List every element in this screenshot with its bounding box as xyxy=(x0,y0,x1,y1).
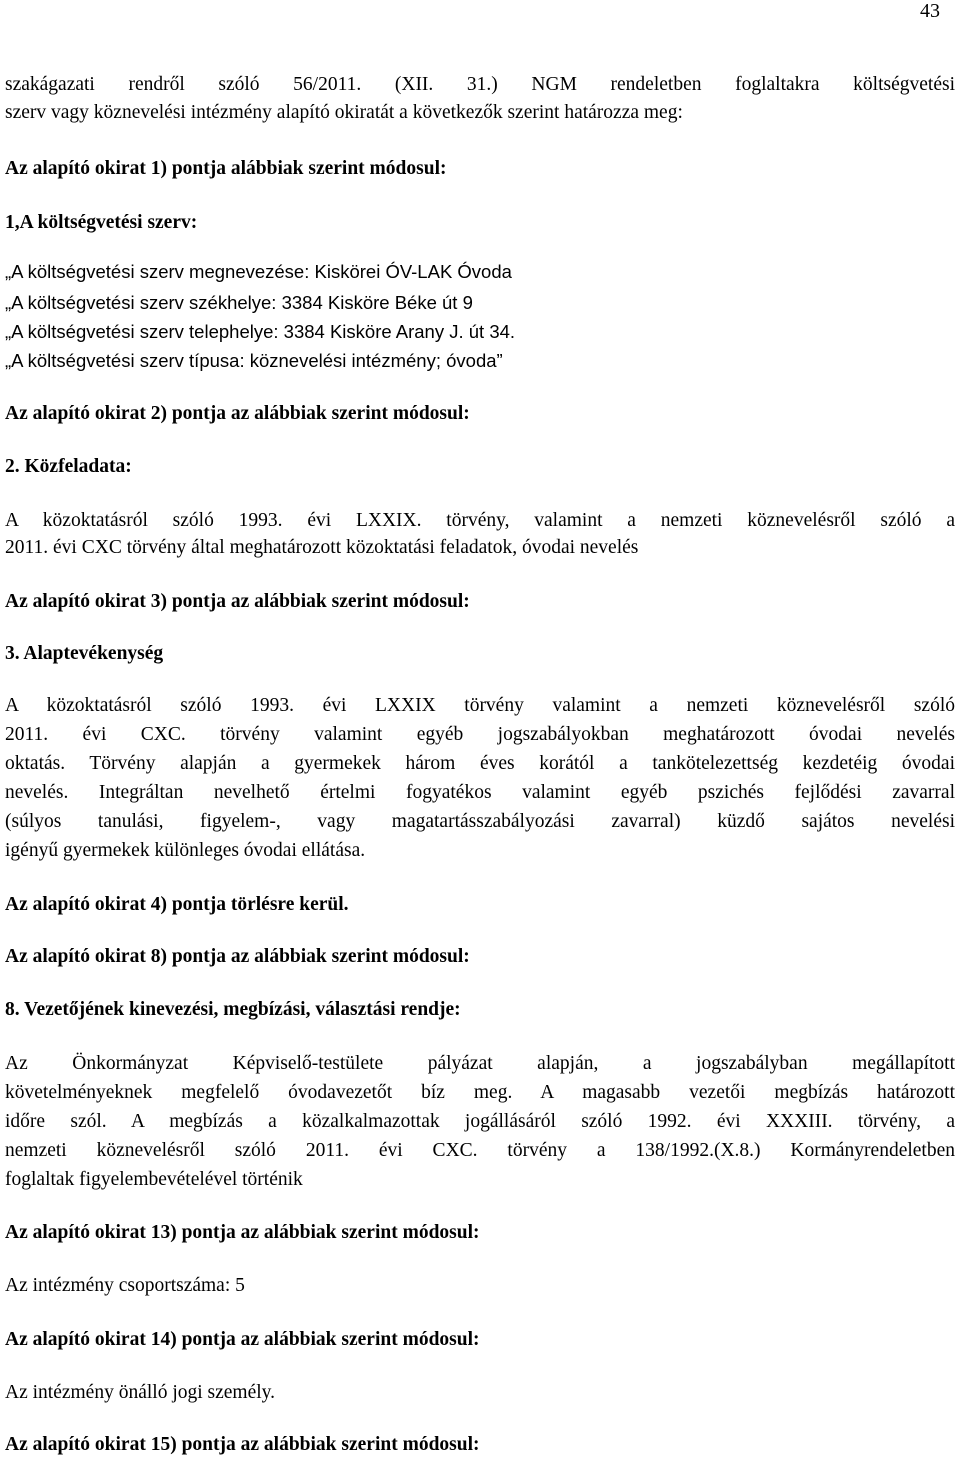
section-8-heading: Az alapító okirat 8) pontja az alábbiak szerint módosul: xyxy=(5,946,470,967)
section-2-line-1: A közoktatásról szóló 1993. évi LXXIX. törvény, valamint a nemzeti köznevelésről szóló a xyxy=(5,510,955,531)
section-14-line: Az intézmény önálló jogi személy. xyxy=(5,1382,276,1403)
section-14-heading: Az alapító okirat 14) pontja az alábbiak szerint módosul: xyxy=(5,1329,480,1350)
section-3-line-1: A közoktatásról szóló 1993. évi LXXIX törvény valamint a nemzeti köznevelésről szóló xyxy=(5,695,955,716)
section-8-line-2: követelményeknek megfelelő óvodavezetőt bíz meg. A magasabb vezetői megbízás határozott xyxy=(5,1082,955,1103)
section-3-line-4: nevelés. Integráltan nevelhető értelmi fogyatékos valamint egyéb pszichés fejlődési zavarral xyxy=(5,782,955,803)
section-3-line-6: igényű gyermekek különleges óvodai ellátása. xyxy=(5,840,366,861)
section-3-heading: Az alapító okirat 3) pontja az alábbiak szerint módosul: xyxy=(5,591,470,612)
section-3-line-5: (súlyos tanulási, figyelem-, vagy magatartásszabályozási zavarral) küzdő sajátos nevelési xyxy=(5,811,955,832)
section-3-line-2: 2011. évi CXC. törvény valamint egyéb jogszabályokban meghatározott óvodai nevelés xyxy=(5,724,955,745)
section-8-line-3: időre szól. A megbízás a közalkalmazottak jogállásáról szóló 1992. évi XXXIII. törvény, a xyxy=(5,1111,955,1132)
section-8-line-1: Az Önkormányzat Képviselő-testülete pályázat alapján, a jogszabályban megállapított xyxy=(5,1053,955,1074)
section-13-line: Az intézmény csoportszáma: 5 xyxy=(5,1275,245,1296)
section-8-line-4: nemzeti köznevelésről szóló 2011. évi CXC. törvény a 138/1992.(X.8.) Kormányrendeletben xyxy=(5,1140,955,1161)
intro-line-2: szerv vagy köznevelési intézmény alapító okiratát a következők szerint határozza meg: xyxy=(5,102,683,123)
section-15-heading: Az alapító okirat 15) pontja az alábbiak szerint módosul: xyxy=(5,1434,480,1455)
section-2-line-2: 2011. évi CXC törvény által meghatározott közoktatási feladatok, óvodai nevelés xyxy=(5,537,639,558)
section-1-line-2: „A költségvetési szerv székhelye: 3384 Kisköre Béke út 9 xyxy=(5,292,473,313)
section-1-line-1: „A költségvetési szerv megnevezése: Kiskörei ÓV-LAK Óvoda xyxy=(5,261,512,282)
section-8-subheading: 8. Vezetőjének kinevezési, megbízási, választási rendje: xyxy=(5,999,461,1020)
section-2-heading: Az alapító okirat 2) pontja az alábbiak szerint módosul: xyxy=(5,403,470,424)
section-13-heading: Az alapító okirat 13) pontja az alábbiak szerint módosul: xyxy=(5,1222,480,1243)
section-8-line-5: foglaltak figyelembevételével történik xyxy=(5,1169,303,1190)
section-3-subheading: 3. Alaptevékenység xyxy=(5,643,164,664)
section-1-line-4: „A költségvetési szerv típusa: köznevelési intézmény; óvoda” xyxy=(5,350,503,371)
section-3-line-3: oktatás. Törvény alapján a gyermekek három éves korától a tankötelezettség kezdetéig óvodai xyxy=(5,753,955,774)
page-number: 43 xyxy=(920,0,940,22)
section-1-line-3: „A költségvetési szerv telephelye: 3384 Kisköre Arany J. út 34. xyxy=(5,321,516,342)
section-1-heading: Az alapító okirat 1) pontja alábbiak szerint módosul: xyxy=(5,158,447,179)
intro-line-1: szakágazati rendről szóló 56/2011. (XII. 31.) NGM rendeletben foglaltakra költségvetési xyxy=(5,74,955,95)
section-1-subheading: 1,A költségvetési szerv: xyxy=(5,212,198,233)
section-4-heading: Az alapító okirat 4) pontja törlésre kerül. xyxy=(5,894,349,915)
section-2-subheading: 2. Közfeladata: xyxy=(5,456,132,477)
